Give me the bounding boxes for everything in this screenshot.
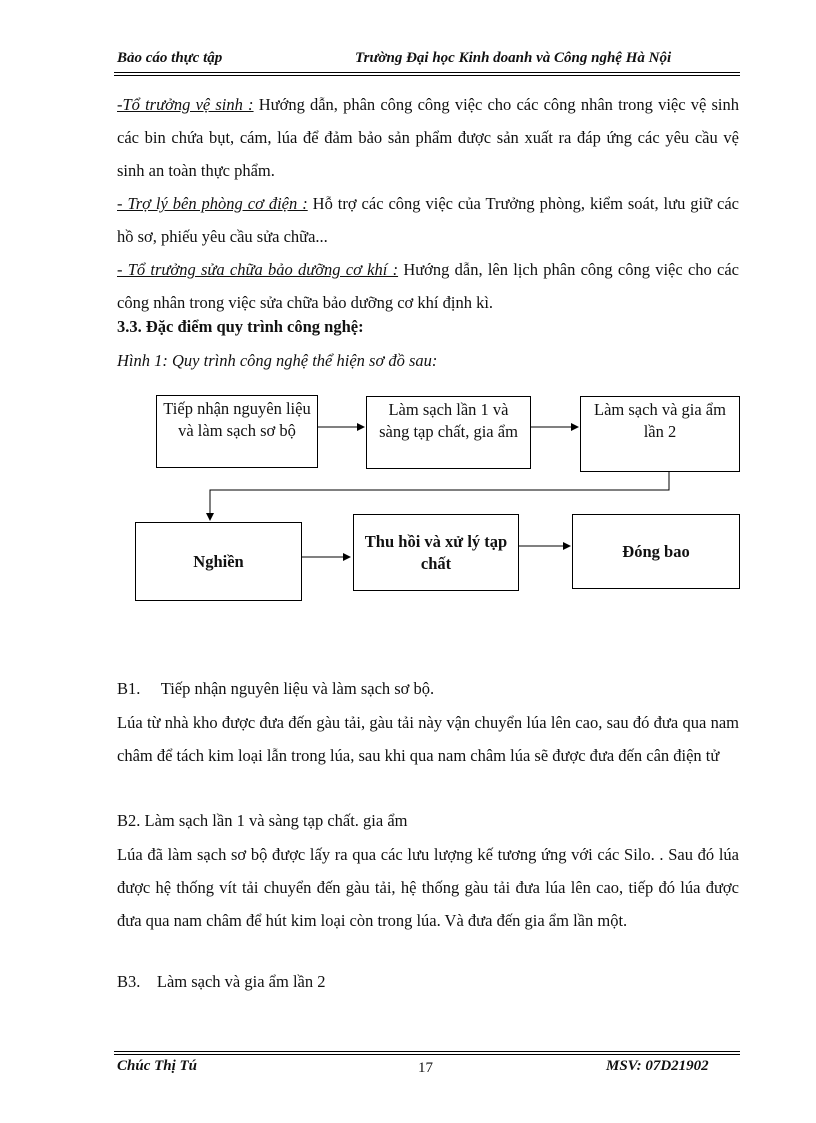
step-b3-title: B3. Làm sạch và gia ẩm lần 2 <box>117 972 326 991</box>
role-lead: - Tổ trưởng sửa chữa bảo dưỡng cơ khí : <box>117 260 399 279</box>
header-report-title: Bảo cáo thực tập <box>117 50 223 66</box>
step-b2-text: Lúa đã làm sạch sơ bộ được lấy ra qua các lưu lượng kế tương ứng với các Silo. . Sau đó lúa được hệ thống vít tải chuyển đến gàu tải, hệ thống gàu tải đưa lúa lên cao, tiếp đó lúa được đưa qua nam châm để hút kim loại còn trong lúa. Và đưa đến gia ẩm lần một. <box>117 845 739 930</box>
role-text: Hướng dẫn, phân công công việc cho các công nhân trong việc vệ sinh các bin chứa bụt, cám, lúa để đảm bảo sản phẩm được sản xuất ra đáp ứng các yêu cầu vệ sinh an toàn thực phẩm. <box>117 95 739 180</box>
footer-rule <box>114 1051 740 1052</box>
flow-step-clean-2: Làm sạch và gia ẩm lần 2 <box>580 396 740 472</box>
step-b2-title: B2. Làm sạch lần 1 và sàng tạp chất. gia ẩm <box>117 811 408 830</box>
role-text: Hỗ trợ các công việc của Trưởng phòng, kiểm soát, lưu giữ các hồ sơ, phiếu yêu cầu sửa chữa... <box>117 194 739 246</box>
step-b1-title: B1. Tiếp nhận nguyên liệu và làm sạch sơ bộ. <box>117 679 435 698</box>
footer-rule-double <box>114 1054 740 1055</box>
flow-step-recover-impurities: Thu hồi và xử lý tạp chất <box>353 514 519 591</box>
arrow-step3-to-step4 <box>210 472 669 520</box>
section-heading: 3.3. Đặc điểm quy trình công nghệ: <box>117 317 364 336</box>
footer-author: Chúc Thị Tú <box>117 1058 198 1074</box>
figure-caption: Hình 1: Quy trình công nghệ thể hiện sơ đồ sau: <box>117 351 438 370</box>
flow-step-bagging: Đóng bao <box>572 514 740 589</box>
flow-step-clean-1: Làm sạch lần 1 và sàng tạp chất, gia ẩm <box>366 396 531 469</box>
role-lead: - Trợ lý bên phòng cơ điện : <box>117 194 308 213</box>
page-number: 17 <box>418 1060 433 1076</box>
role-text: Hướng dẫn, lên lịch phân công công việc cho các công nhân trong việc sửa chữa bảo dưỡng cơ khí định kì. <box>117 260 739 312</box>
header-university-name: Trường Đại học Kinh doanh và Công nghệ Hà Nội <box>355 50 672 66</box>
flow-step-receive-raw-material: Tiếp nhận nguyên liệu và làm sạch sơ bộ <box>156 395 318 468</box>
step-b1-text: Lúa từ nhà kho được đưa đến gàu tải, gàu tải này vận chuyển lúa lên cao, sau đó đưa qua nam châm để tách kim loại lẫn trong lúa, sau khi qua nam châm lúa sẽ được đưa đến cân điện tử <box>117 713 739 765</box>
footer-student-id: MSV: 07D21902 <box>606 1058 709 1074</box>
flow-step-milling: Nghiền <box>135 522 302 601</box>
role-lead: -Tổ trưởng vệ sinh : <box>117 95 254 114</box>
